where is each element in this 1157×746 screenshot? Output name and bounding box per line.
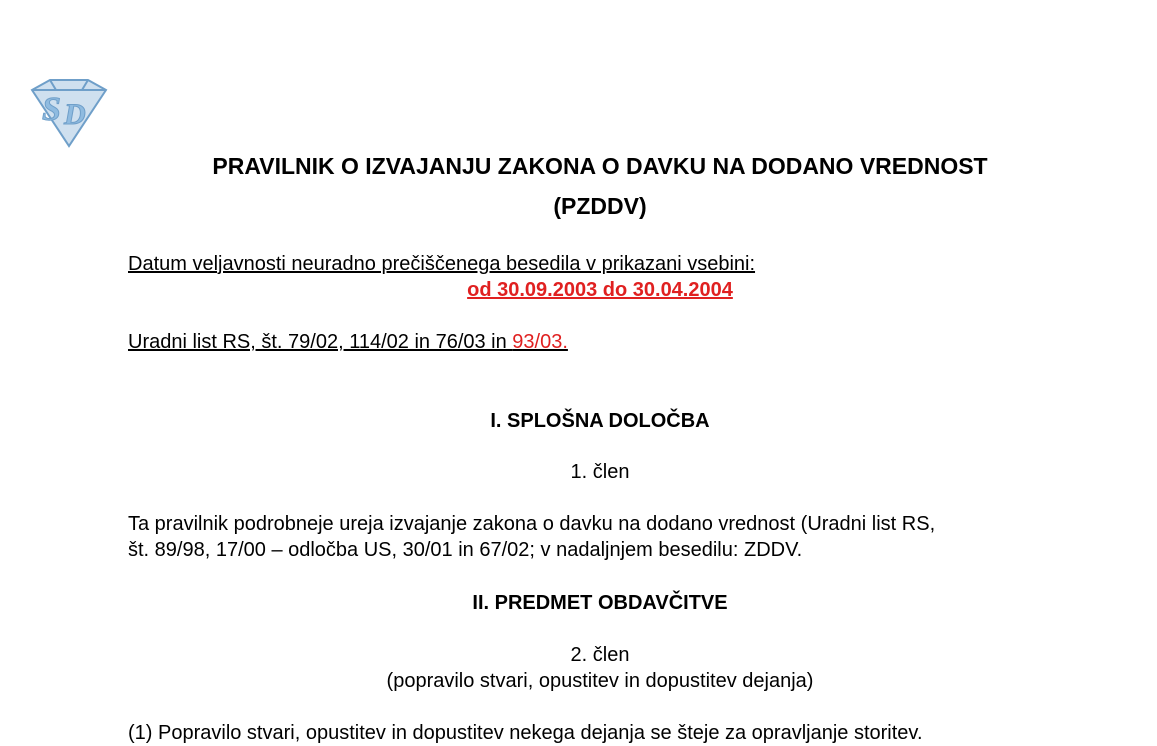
svg-text:S: S [42,91,61,128]
document-title-line-1: PRAVILNIK O IZVAJANJU ZAKONA O DAVKU NA DODANO VREDNOST [212,153,988,179]
gazette-reference-highlight: 93/03. [512,331,568,353]
article-2-number: 2. člen [570,644,630,666]
article-2-paragraph-1: (1) Popravilo stvari, opustitev in dopustitev nekega dejanja se šteje za opravljanje storitev. [128,722,923,744]
sd-diamond-logo-icon [26,76,112,150]
validity-label: Datum veljavnosti neuradno prečiščenega besedila v prikazani vsebini: [128,253,756,275]
gazette-reference [128,329,568,355]
article-2-subtitle: (popravilo stvari, opustitev in dopustitev dejanja) [386,670,814,692]
validity-date-range: od 30.09.2003 do 30.04.2004 [467,279,733,301]
article-1-body-line-1: Ta pravilnik podrobneje ureja izvajanje zakona o davku na dodano vrednost (Uradni list RS, [128,513,936,535]
svg-text:D: D [64,98,86,131]
article-1-body-line-2: št. 89/98, 17/00 – odločba US, 30/01 in 67/02; v nadaljnjem besedilu: ZDDV. [128,539,803,561]
gazette-reference-text: Uradni list RS, št. 79/02, 114/02 in 76/03 in [128,331,513,353]
article-1-number: 1. člen [570,461,630,483]
document-title-line-2: (PZDDV) [553,193,647,219]
section-heading-1: I. SPLOŠNA DOLOČBA [490,410,710,432]
section-heading-2: II. PREDMET OBDAVČITVE [472,592,728,614]
